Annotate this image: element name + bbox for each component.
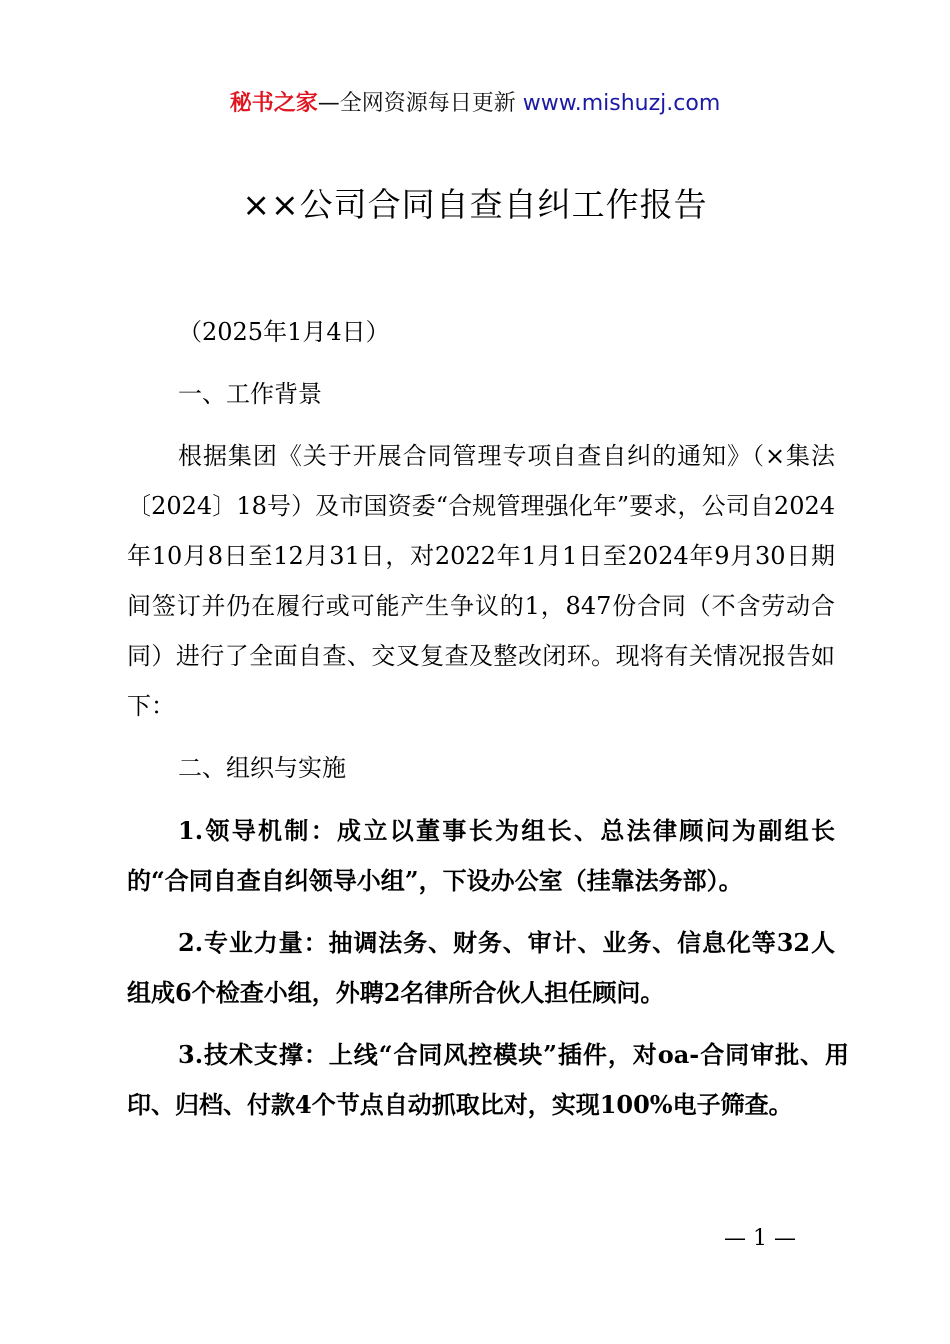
site-url-link[interactable]: www.mishuzj.com	[522, 91, 721, 116]
site-header	[0, 86, 950, 122]
item-leadership: 1.领导机制：成立以董事长为组长、总法律顾问为副组长的“合同自查自纠领导小组”，下设办公室（挂靠法务部）。	[127, 816, 835, 895]
section-heading-background: 一、工作背景	[178, 380, 322, 408]
document-title: ××公司合同自查自纠工作报告	[242, 185, 708, 224]
section-heading-organization: 二、组织与实施	[178, 754, 346, 782]
item-technology: 3.技术支撑：上线“合同风控模块”插件，对oa-合同审批、用印、归档、付款4个节点自动抓取比对，实现100%电子筛查。	[127, 1040, 849, 1119]
report-date: （2025年1月4日）	[178, 318, 390, 346]
page-number: — 1 —	[724, 1226, 796, 1251]
brand-name: 秘书之家	[229, 91, 318, 116]
header-tagline: —全网资源每日更新	[317, 91, 516, 116]
item-staffing: 2.专业力量：抽调法务、财务、审计、业务、信息化等32人组成6个检查小组，外聘2名律所合伙人担任顾问。	[127, 928, 835, 1007]
background-paragraph: 根据集团《关于开展合同管理专项自查自纠的通知》（×集法〔2024〕18号）及市国资委“合规管理强化年”要求，公司自2024年10月8日至12月31日，对2022年1月1日至2024年9月30日期间签订并仍在履行或可能产生争议的1，847份合同（不含劳动合同）进行了全面自查、交叉复查及整改闭环。现将有关情况报告如下：	[127, 442, 835, 720]
